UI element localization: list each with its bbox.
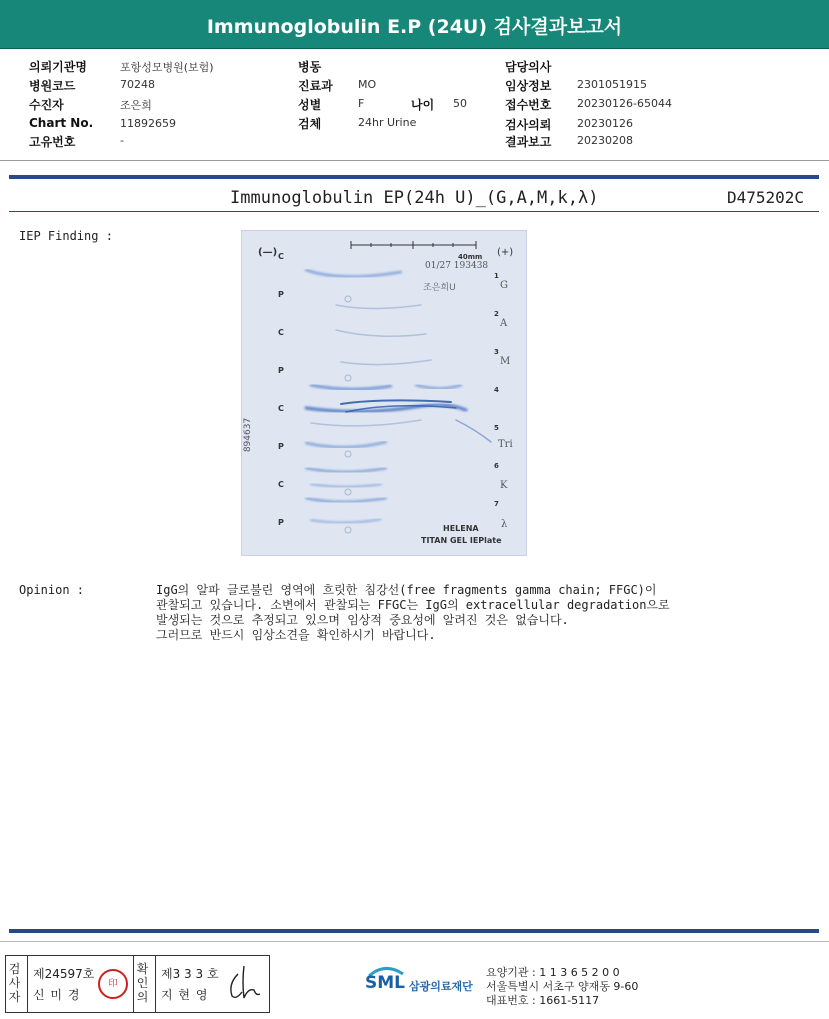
info-value: 20230126-65044 <box>577 97 672 110</box>
sml-logo-text: SML <box>365 973 405 993</box>
opinion-text <box>156 583 806 643</box>
sample-id: 01/27 193438 <box>425 261 489 271</box>
trough-number: 2 <box>494 310 499 318</box>
rule-under-title <box>9 211 819 212</box>
info-label: Chart No. <box>29 116 94 130</box>
opinion-line: 그러므로 반드시 임상소견을 확인하시기 바랍니다. <box>156 628 436 642</box>
positive-marker: (+) <box>497 247 514 258</box>
info-label: 수진자 <box>29 98 64 112</box>
trough-number: 6 <box>494 462 499 470</box>
inspector-label <box>8 962 24 1004</box>
negative-marker: (—) <box>258 247 278 258</box>
antiserum-label: G <box>500 280 508 291</box>
info-value: 11892659 <box>120 117 176 130</box>
iep-label: IEP Finding : <box>19 229 113 243</box>
info-label: 검체 <box>298 117 322 131</box>
confirmer-label-text: 확인의 <box>136 962 149 1004</box>
info-row <box>29 58 87 75</box>
info-row <box>29 133 75 150</box>
section-divider <box>0 160 829 161</box>
cell-divider <box>133 956 134 1012</box>
inspector-name: 신 미 경 <box>33 988 81 1002</box>
side-number: 894637 <box>243 417 254 453</box>
patient-mark: 조은희U <box>423 283 456 293</box>
info-value: 포항성모병원(보험) <box>120 61 214 74</box>
trough-number: 3 <box>494 348 499 356</box>
rule-top <box>9 175 819 179</box>
confirmer-license: 제3 3 3 호 <box>161 967 219 981</box>
info-value: 20230208 <box>577 134 633 147</box>
scale-label: 40mm <box>458 253 483 261</box>
test-code: D475202C <box>727 188 805 207</box>
confirmer-label <box>136 962 152 1004</box>
info-value: 70248 <box>120 78 155 91</box>
trough-number: 1 <box>494 272 499 280</box>
trough-number: 4 <box>494 386 499 394</box>
well-letter: C <box>278 328 284 337</box>
info-label: 결과보고 <box>505 135 552 149</box>
antiserum-label: A <box>500 318 508 329</box>
opinion-line: IgG의 알파 글로불린 영역에 흐릿한 침강선(free fragments gamma chain; FFGC)이 <box>156 583 657 597</box>
org-code: 요양기관 : 1 1 3 6 5 2 0 0 <box>486 966 620 979</box>
info-value: 24hr Urine <box>358 116 417 129</box>
info-row <box>29 96 64 113</box>
well-letter: P <box>278 290 284 299</box>
info-value: - <box>120 134 124 147</box>
info-row <box>29 116 93 130</box>
opinion-label: Opinion : <box>19 583 85 597</box>
age-value: 50 <box>453 97 467 110</box>
inspector-license: 제24597호 <box>33 967 95 981</box>
cell-divider <box>155 956 156 1012</box>
gel-brand: HELENA <box>443 524 479 533</box>
opinion-line: 발생되는 것으로 추정되고 있으며 임상적 중요성에 알려진 것은 없습니다. <box>156 613 569 627</box>
info-value: 2301051915 <box>577 78 647 91</box>
info-row <box>29 77 75 94</box>
org-address: 서울특별시 서초구 양재동 9-60 <box>486 980 639 993</box>
report-title: Immunoglobulin E.P (24U) 검사결과보고서 <box>206 16 623 38</box>
cell-divider <box>27 956 28 1012</box>
antiserum-label: K <box>500 480 508 491</box>
well-letter: C <box>278 404 284 413</box>
info-label: 의뢰기관명 <box>29 60 87 74</box>
antiserum-label: λ <box>501 519 508 530</box>
info-label: 병동 <box>298 60 322 74</box>
report-header <box>0 0 829 49</box>
opinion-line: 관찰되고 있습니다. 소변에서 관찰되는 FFGC는 IgG의 extracellular degradation으로 <box>156 598 670 612</box>
info-value: 20230126 <box>577 117 633 130</box>
well-letter: P <box>278 442 284 451</box>
info-label: 병원코드 <box>29 79 76 93</box>
info-label: 진료과 <box>298 79 333 93</box>
info-label: 검사의뢰 <box>505 118 552 132</box>
info-label: 고유번호 <box>29 135 76 149</box>
info-label: 담당의사 <box>505 60 552 74</box>
test-title: Immunoglobulin EP(24h U)_(G,A,M,k,λ) <box>230 188 599 208</box>
iep-gel-image <box>241 230 527 556</box>
org-phone: 대표번호 : 1661-5117 <box>486 994 600 1007</box>
info-label: 임상정보 <box>505 79 552 93</box>
info-label: 성별 <box>298 98 322 112</box>
antiserum-label: Tri <box>498 439 513 450</box>
info-label: 접수번호 <box>505 98 552 112</box>
footer-divider <box>0 941 829 942</box>
trough-number: 5 <box>494 424 499 432</box>
gel-product: TITAN GEL IEPlate <box>421 536 502 545</box>
gel-svg <box>241 230 527 556</box>
age-label: 나이 <box>411 98 435 112</box>
well-letter: P <box>278 366 284 375</box>
org-name: 삼광의료재단 <box>409 980 473 993</box>
inspector-label-text: 검사자 <box>8 962 21 1004</box>
rule-footer-top <box>9 929 819 933</box>
gel-plate <box>241 230 527 556</box>
signature-box <box>5 955 270 1013</box>
info-value: 조은희 <box>120 99 152 112</box>
well-letter: C <box>278 480 284 489</box>
well-letter: P <box>278 518 284 527</box>
trough-number: 7 <box>494 500 499 508</box>
confirmer-signature-icon <box>224 962 264 1004</box>
info-value: F <box>358 97 365 110</box>
confirmer-name: 지 현 영 <box>161 988 209 1002</box>
inspector-seal-icon: 印 <box>98 969 128 999</box>
antiserum-label: M <box>500 356 511 367</box>
info-value: MO <box>358 78 377 91</box>
well-letter: C <box>278 252 284 261</box>
